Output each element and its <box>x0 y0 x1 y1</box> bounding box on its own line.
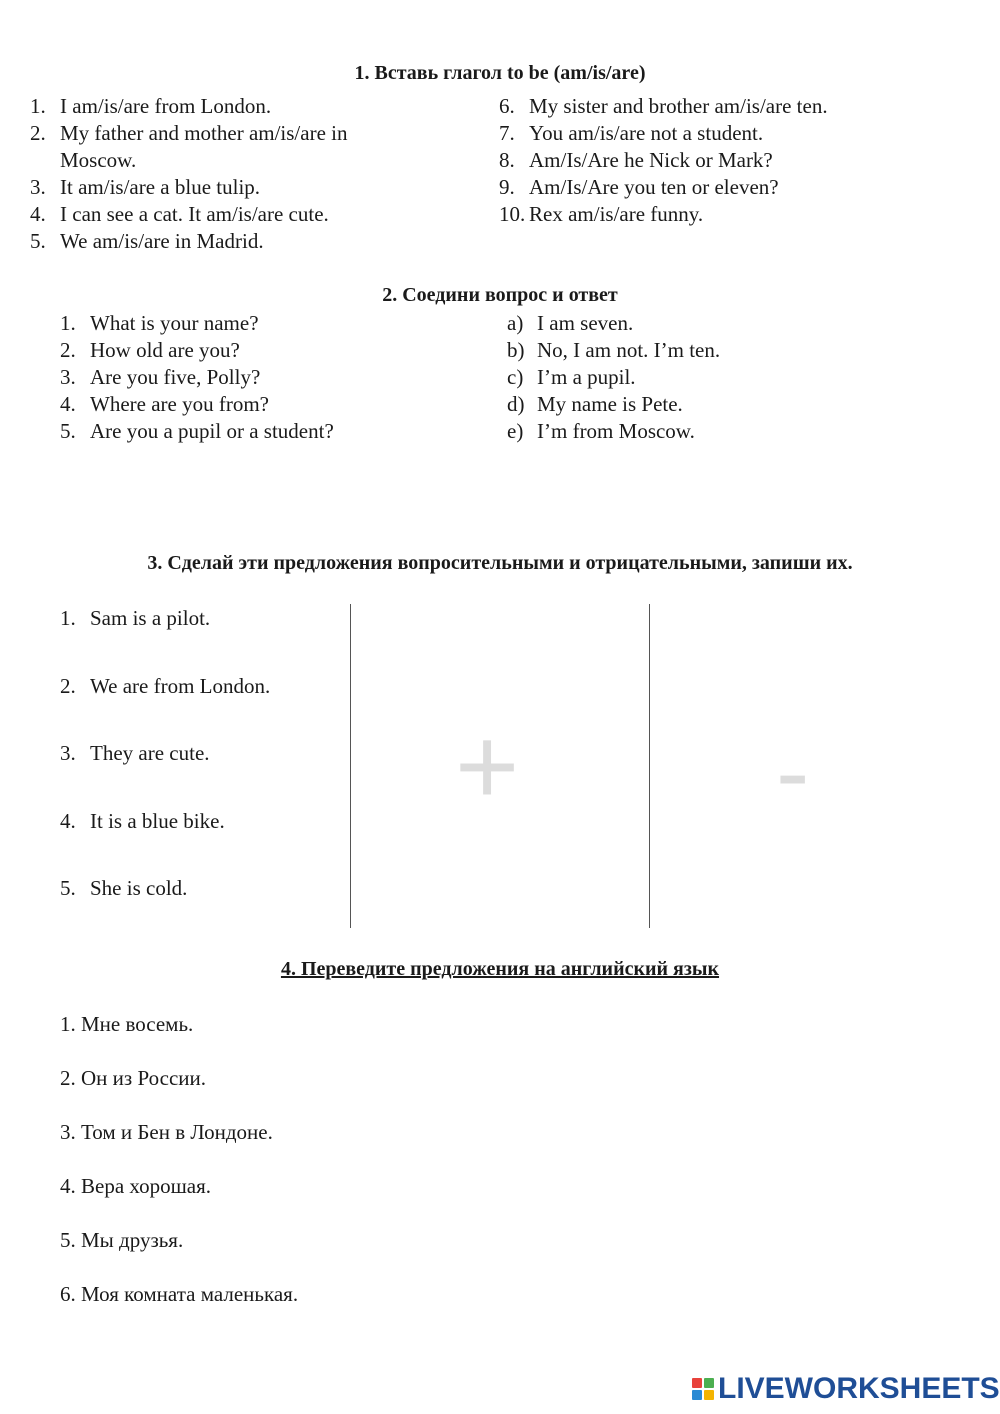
section1-item: 7. You am/is/are not a student. <box>499 121 764 145</box>
minus-symbol: - <box>776 716 810 828</box>
question-item: 5. Are you a pupil or a student? <box>60 419 334 443</box>
sentence-item: 4. It is a blue bike. <box>60 809 225 833</box>
answer-item: b) No, I am not. I’m ten. <box>507 338 721 362</box>
section1-item: Moscow. <box>60 148 137 172</box>
answer-item: e) I’m from Moscow. <box>507 419 695 443</box>
section1-item: 8. Am/Is/Are he Nick or Mark? <box>499 148 773 172</box>
sentence-item: 1. Sam is a pilot. <box>60 606 211 630</box>
question-item: 2. How old are you? <box>60 338 240 362</box>
section1-title: 1. Вставь глагол to be (am/is/are) <box>354 62 646 84</box>
liveworksheets-logo <box>692 1373 1000 1405</box>
sentence-item: 3. They are cute. <box>60 741 210 765</box>
section1-item: 4. I can see a cat. It am/is/are cute. <box>30 202 329 226</box>
section1-item: 10. Rex am/is/are funny. <box>499 202 704 226</box>
column-divider <box>649 604 650 928</box>
translate-item: 2. Он из России. <box>60 1066 206 1090</box>
translate-item: 5. Мы друзья. <box>60 1228 184 1252</box>
section1-item: 6. My sister and brother am/is/are ten. <box>499 94 828 118</box>
logo-text: LIVEWORKSHEETS <box>718 1372 1000 1405</box>
logo-grid-icon <box>692 1378 714 1400</box>
section4-title: 4. Переведите предложения на английский язык <box>280 958 720 980</box>
sentence-item: 5. She is cold. <box>60 876 188 900</box>
section2-title: 2. Соедини вопрос и ответ <box>382 284 618 306</box>
translate-item: 6. Моя комната маленькая. <box>60 1282 299 1306</box>
question-item: 4. Where are you from? <box>60 392 269 416</box>
translate-item: 4. Вера хорошая. <box>60 1174 211 1198</box>
plus-symbol: + <box>455 705 520 828</box>
answer-item: d) My name is Pete. <box>507 392 683 416</box>
section1-item: 9. Am/Is/Are you ten or eleven? <box>499 175 779 199</box>
question-item: 1. What is your name? <box>60 311 259 335</box>
section1-item: 3. It am/is/are a blue tulip. <box>30 175 261 199</box>
section1-item: 1. I am/is/are from London. <box>30 94 272 118</box>
translate-item: 3. Том и Бен в Лондоне. <box>60 1120 273 1144</box>
translate-item: 1. Мне восемь. <box>60 1012 194 1036</box>
section1-item: 2. My father and mother am/is/are in <box>30 121 348 145</box>
section1-item: 5. We am/is/are in Madrid. <box>30 229 264 253</box>
sentence-item: 2. We are from London. <box>60 674 271 698</box>
column-divider <box>350 604 351 928</box>
section3-title: 3. Сделай эти предложения вопросительными и отрицательными, запиши их. <box>147 552 853 574</box>
answer-item: a) I am seven. <box>507 311 634 335</box>
question-item: 3. Are you five, Polly? <box>60 365 261 389</box>
answer-item: c) I’m a pupil. <box>507 365 636 389</box>
